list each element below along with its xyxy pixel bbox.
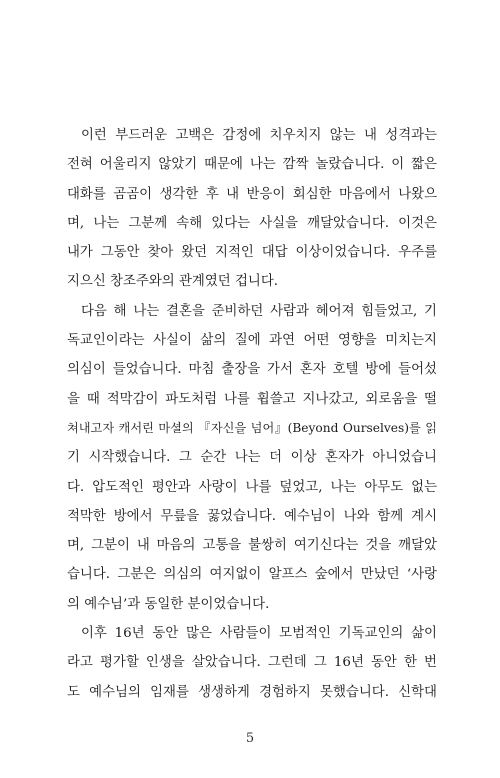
- text-line: 전혀 어울리지 않았기 때문에 나는 깜짝 놀랐습니다. 이 짧은: [67, 157, 437, 173]
- text-line: 대화를 곰곰이 생각한 후 내 반응이 회심한 마음에서 나왔으: [67, 186, 437, 202]
- text-line: 을 때 적막감이 파도처럼 나를 휩쓸고 지나갔고, 외로움을 떨: [67, 391, 437, 407]
- text-line: 다. 압도적인 평안과 사랑이 나를 덮었고, 나는 아무도 없는: [67, 479, 437, 495]
- page-number: 5: [245, 731, 255, 746]
- text-line: 다음 해 나는 결혼을 준비하던 사람과 헤어져 힘들었고, 기: [81, 303, 437, 319]
- text-line: 적막한 방에서 무릎을 꿇었습니다. 예수님이 나와 함께 계시: [67, 508, 437, 524]
- text-line: 쳐내고자 캐서린 마셜의 『자신을 넘어』(Beyond Ourselves)를 읽: [67, 420, 437, 435]
- text-line: 며, 그분이 내 마음의 고통을 불쌍히 여기신다는 것을 깨달았: [67, 538, 437, 554]
- text-line: 독교인이라는 사실이 삶의 질에 과연 어떤 영향을 미치는지: [67, 333, 437, 349]
- text-line: 의 예수님’과 동일한 분이었습니다.: [67, 596, 270, 612]
- text-line: 이런 부드러운 고백은 감정에 치우치지 않는 내 성격과는: [81, 128, 437, 143]
- text-line: 이후 16년 동안 많은 사람들이 모범적인 기독교인의 삶이: [81, 626, 437, 642]
- text-line: 내가 그동안 찾아 왔던 지적인 대답 이상이었습니다. 우주를: [67, 245, 437, 261]
- text-line: 라고 평가할 인생을 살았습니다. 그런데 그 16년 동안 한 번: [67, 655, 437, 671]
- text-line: 지으신 창조주와의 관계였던 겁니다.: [67, 274, 279, 290]
- text-line: 습니다. 그분은 의심의 여지없이 알프스 숲에서 만났던 ‘사랑: [67, 567, 437, 583]
- text-line: 며, 나는 그분께 속해 있다는 사실을 깨달았습니다. 이것은: [67, 215, 437, 231]
- text-line: 기 시작했습니다. 그 순간 나는 더 이상 혼자가 아니었습니: [67, 450, 437, 466]
- text-line: 도 예수님의 임재를 생생하게 경험하지 못했습니다. 신학대: [67, 684, 437, 700]
- body-text: [67, 121, 437, 707]
- text-line: 의심이 들었습니다. 마침 출장을 가서 혼자 호텔 방에 들어섰: [67, 362, 437, 378]
